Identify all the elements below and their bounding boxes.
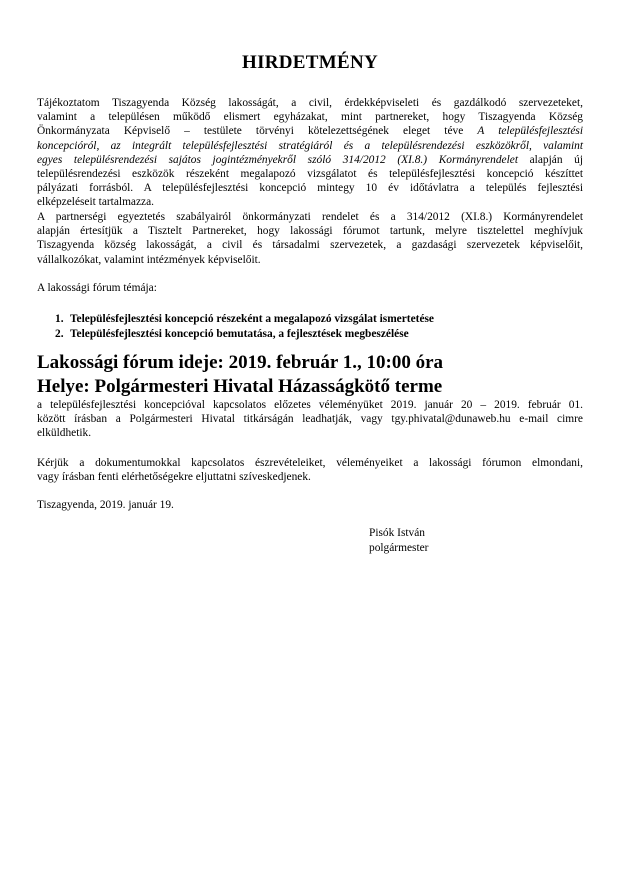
list-item [55, 327, 434, 342]
intro-line-1: Tájékoztatom Tiszagyenda Község lakosságát, a civil, érdekképviseleti és gazdálkodó szervezeteket, [37, 97, 583, 109]
topic-text: Településfejlesztési koncepció részeként a megalapozó vizsgálat ismertetése [70, 313, 434, 325]
opinion-line-1: a településfejlesztési koncepcióval kapcsolatos előzetes véleményüket 2019. január 20 – 2019. február 01. [37, 399, 583, 411]
partnership-line-2: alapján értesítjük a Tisztelt Partnereket, hogy lakossági fórumot tartunk, melyre tisztelettel meghívjuk [37, 225, 583, 238]
document-title: HIRDETMÉNY [241, 52, 378, 73]
intro-paragraph [37, 96, 583, 210]
intro-line-2: valamint a településen működő elismert egyházakat, mint partnereket, hogy Tiszagyenda Község [37, 111, 583, 124]
topic-text: Településfejlesztési koncepció bemutatása, a fejlesztések megbeszélése [70, 327, 409, 340]
topic-list [55, 312, 434, 341]
topic-number: 1. [55, 313, 64, 325]
request-paragraph [37, 456, 583, 484]
intro-line-5-text: alapján új [518, 153, 583, 166]
topic-number: 2. [55, 327, 64, 340]
intro-line-5 [37, 153, 583, 167]
signature-block [369, 526, 428, 556]
forum-place: Helye: Polgármesteri Hivatal Házasságkötő terme [37, 376, 443, 397]
signatory-name: Pisók István [369, 527, 426, 539]
decree-title-start: A településfejlesztési [477, 125, 583, 138]
signatory-role: polgármester [369, 542, 429, 554]
intro-line-4: koncepcióról, az integrált településfejlesztési stratégiáról és a településrendezési eszközökről, valamint [37, 139, 583, 152]
intro-line-3 [37, 124, 583, 138]
partnership-line-3: Tiszagyenda község lakosságát, a civil és társadalmi szervezetek, a gazdasági szervezetek képviselőit, [37, 239, 583, 252]
forum-topic-label: A lakossági fórum témája: [37, 282, 157, 294]
intro-line-7: pályázati forrásból. A településfejlesztési koncepció mintegy 10 év időtávlatra a település fejlesztési [37, 182, 583, 195]
request-line-2: vagy írásban fenti elérhetőségekre eljuttatni szíveskedjenek. [37, 471, 311, 484]
place-date: Tiszagyenda, 2019. január 19. [37, 499, 174, 511]
decree-title-end: egyes településrendezési sajátos jogintézményekről szóló 314/2012 (XI.8.) Kormányrendelet [37, 153, 518, 166]
request-line-1: Kérjük a dokumentumokkal kapcsolatos észrevételeiket, véleményeiket a lakossági fórumon elmondani, [37, 457, 583, 469]
partnership-line-1: A partnerségi egyeztetés szabályairól önkormányzati rendelet és a 314/2012 (XI.8.) Kormányrendelet [37, 211, 583, 223]
forum-time: Lakossági fórum ideje: 2019. február 1., 10:00 óra [37, 352, 444, 373]
partnership-line-4: vállalkozókat, valamint intézmények képviselőit. [37, 253, 261, 266]
partnership-paragraph [37, 210, 583, 267]
opinion-paragraph [37, 398, 583, 441]
intro-line-6: településrendezési eszközök részeként megalapozó vizsgálatot és településfejlesztési koncepció készíttet [37, 168, 583, 181]
opinion-line-3: elküldhetik. [37, 427, 92, 440]
list-item [55, 312, 434, 327]
opinion-line-2: között írásban a Polgármesteri Hivatal titkárságán leadhatják, vagy tgy.phivatal@dunaweb.hu e-mail cimre [37, 413, 583, 426]
intro-line-3-text: Önkormányzata Képviselő – testülete törvényi kötelezettségének eleget téve [37, 125, 478, 138]
intro-line-8: elképzeléseit tartalmazza. [37, 196, 154, 209]
